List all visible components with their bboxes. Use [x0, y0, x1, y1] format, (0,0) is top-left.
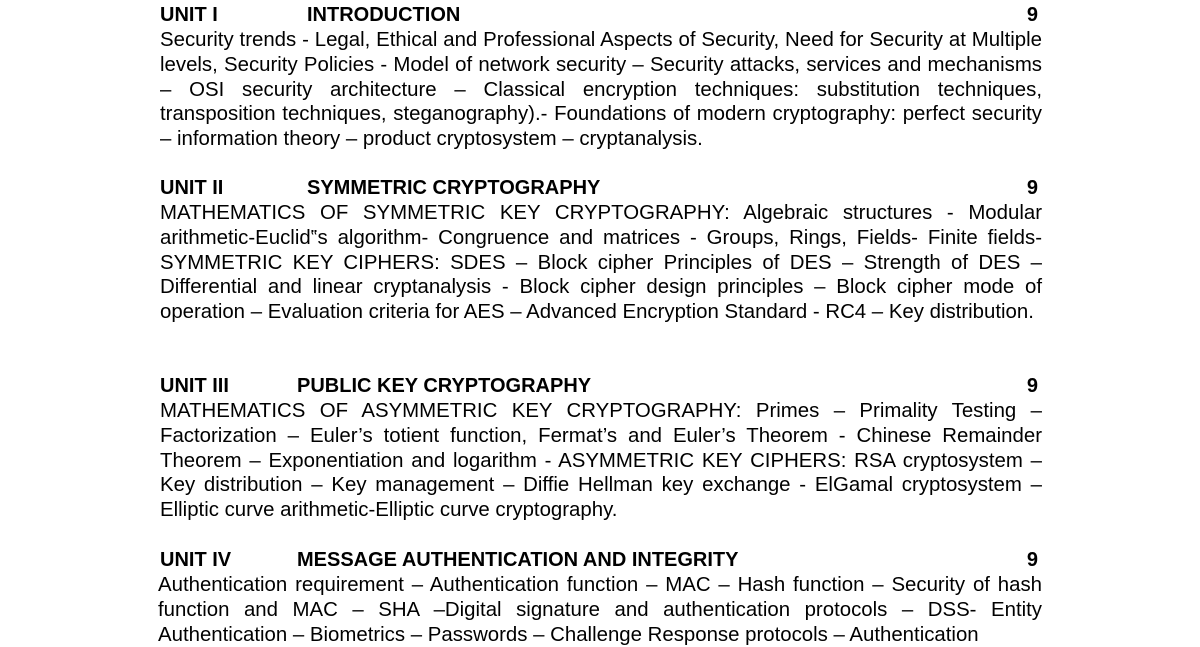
unit-3-label: UNIT III: [160, 375, 229, 397]
unit-4-title: MESSAGE AUTHENTICATION AND INTEGRITY: [297, 549, 739, 571]
unit-4-body: Authentication requirement – Authentication function – MAC – Hash function – Security of hash function and MAC – SHA –Digital signature and authentication protocols – DSS- Entity Authentication – Biometrics – Passwords – Challenge Response protocols – Authentication: [158, 574, 1042, 646]
unit-3-heading: [160, 373, 1042, 399]
unit-1-label: UNIT I: [160, 4, 218, 26]
unit-2-section: [160, 175, 1042, 325]
unit-2-label: UNIT II: [160, 177, 224, 199]
unit-2-heading: [160, 175, 1042, 201]
unit-1-hours: 9: [1026, 4, 1038, 26]
unit-2-hours: 9: [1026, 177, 1038, 199]
unit-3-body: MATHEMATICS OF ASYMMETRIC KEY CRYPTOGRAPHY: Primes – Primality Testing – Factorization – Euler’s totient function, Fermat’s and Euler’s Theorem - Chinese Remainder Theorem – Exponentiation and logarithm - ASYMMETRIC KEY CIPHERS: RSA cryptosystem – Key distribution – Key management – Diffie Hellman key exchange - ElGamal cryptosystem – Elliptic curve arithmetic-Elliptic curve cryptography.: [160, 400, 1042, 522]
unit-3-hours: 9: [1026, 375, 1038, 397]
unit-4-heading: [160, 547, 1042, 573]
unit-1-body: Security trends - Legal, Ethical and Professional Aspects of Security, Need for Security at Multiple levels, Security Policies - Model of network security – Security attacks, services and mechanisms – OSI security architecture – Classical encryption techniques: substitution techniques, transposition techniques, steganography).- Foundations of modern cryptography: perfect security – information theory – product cryptosystem – cryptanalysis.: [160, 29, 1042, 151]
unit-3-section: [160, 373, 1042, 523]
unit-3-title: PUBLIC KEY CRYPTOGRAPHY: [297, 375, 592, 397]
unit-4-section: [158, 547, 1042, 647]
unit-2-body: MATHEMATICS OF SYMMETRIC KEY CRYPTOGRAPHY: Algebraic structures - Modular arithmetic-Euclid‟s algorithm- Congruence and matrices - Groups, Rings, Fields- Finite fields- SYMMETRIC KEY CIPHERS: SDES – Block cipher Principles of DES – Strength of DES – Differential and linear cryptanalysis - Block cipher design principles – Block cipher mode of operation – Evaluation criteria for AES – Advanced Encryption Standard - RC4 – Key distribution.: [160, 202, 1042, 324]
unit-4-hours: 9: [1026, 549, 1038, 571]
unit-2-title: SYMMETRIC CRYPTOGRAPHY: [307, 177, 601, 199]
unit-1-title: INTRODUCTION: [307, 4, 461, 26]
unit-4-label: UNIT IV: [160, 549, 232, 571]
unit-1-section: [160, 2, 1042, 152]
unit-1-heading: [160, 2, 1042, 28]
